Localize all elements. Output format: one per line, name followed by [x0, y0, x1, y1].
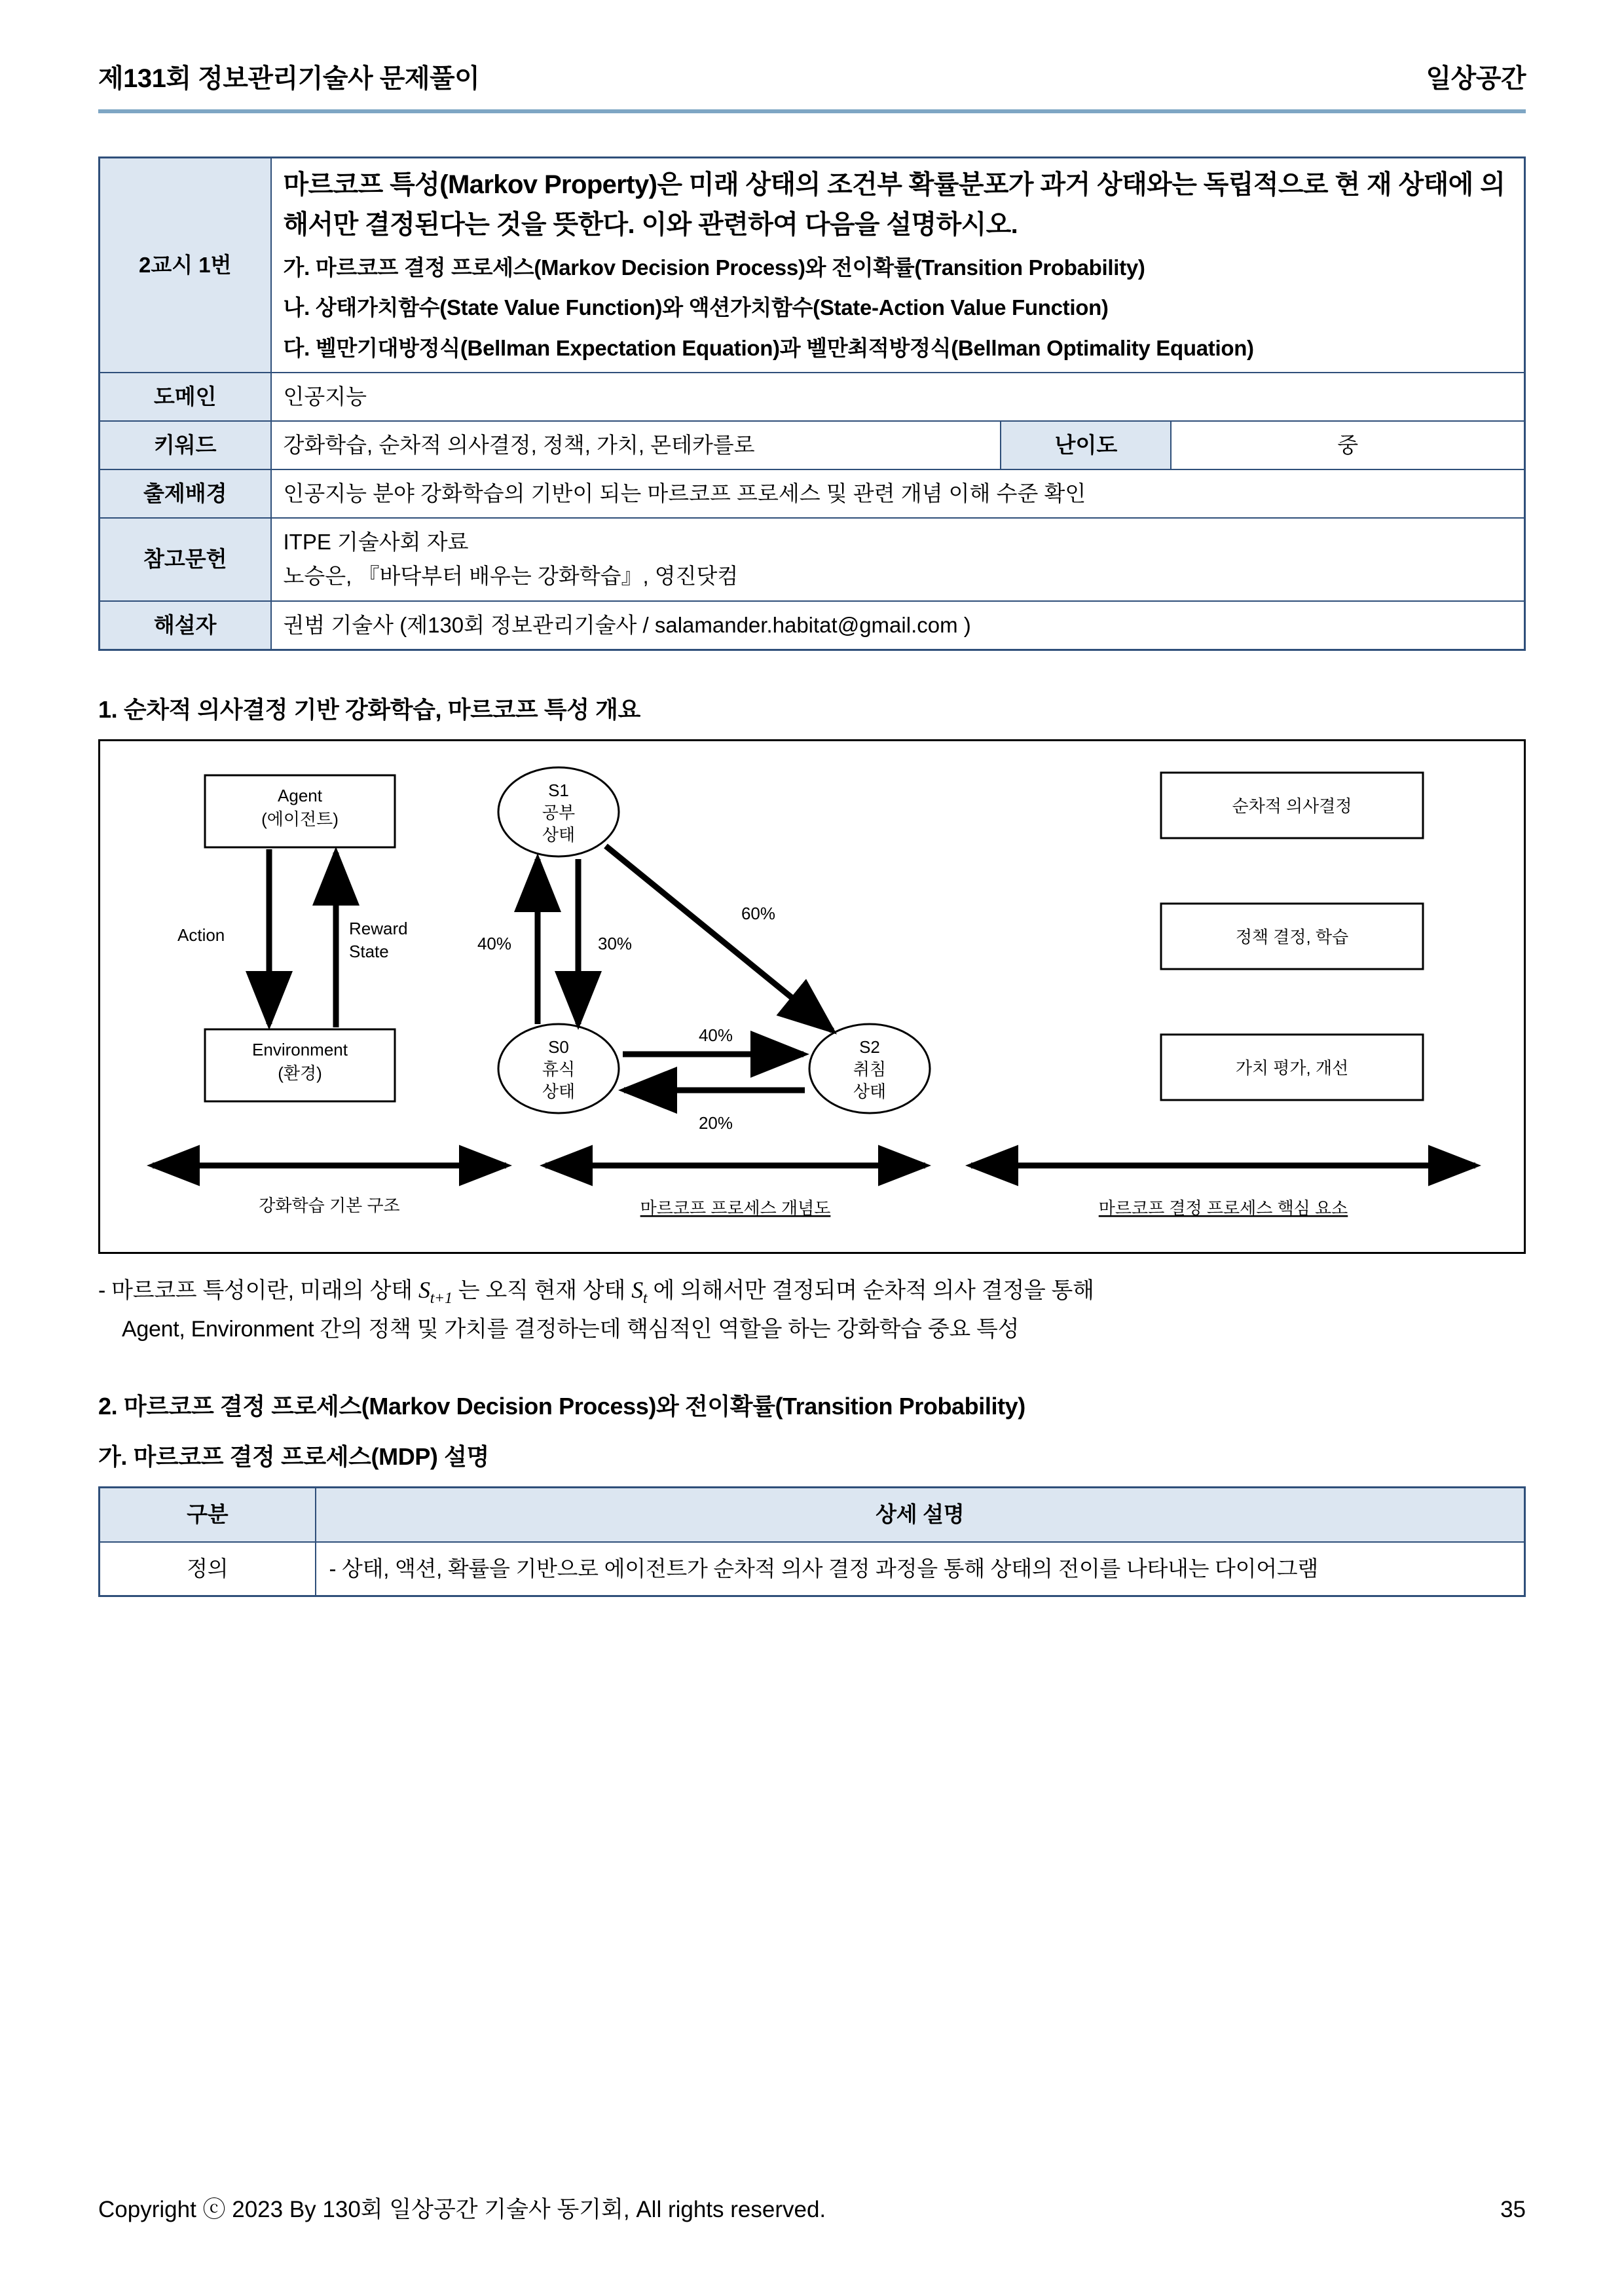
reference-label: 참고문헌	[100, 518, 271, 600]
svg-text:Agent: Agent	[278, 785, 322, 805]
svg-text:마르코프 결정 프로세스 핵심 요소: 마르코프 결정 프로세스 핵심 요소	[1098, 1198, 1348, 1218]
page-number: 35	[1500, 2197, 1526, 2222]
column-header-detail: 상세 설명	[316, 1487, 1525, 1541]
question-item-b: 나. 상태가치함수(State Value Function)와 액션가치함수(State-Action Value Function)	[283, 295, 1109, 320]
table-row	[100, 1542, 1525, 1596]
svg-text:(에이전트): (에이전트)	[261, 809, 339, 829]
reference-line-2: 노승은, 『바닥부터 배우는 강화학습』, 영진닷컴	[283, 564, 739, 589]
difficulty-value: 중	[1171, 421, 1524, 469]
reference-value	[271, 518, 1525, 600]
svg-text:상태: 상태	[853, 1081, 887, 1101]
section-1-heading: 1. 순차적 의사결정 기반 강화학습, 마르코프 특성 개요	[98, 695, 640, 723]
svg-text:S1: S1	[548, 780, 569, 800]
section-2-heading: 2. 마르코프 결정 프로세스(Markov Decision Process)와 전이확률(Transition Probability)	[98, 1392, 1025, 1420]
page-footer	[98, 2192, 1526, 2224]
background-label: 출제배경	[100, 469, 271, 518]
svg-text:40%: 40%	[698, 1025, 733, 1045]
variable-current-state: $S_t$	[631, 1276, 648, 1307]
markov-property-description	[98, 1271, 1526, 1348]
svg-text:S0: S0	[548, 1037, 569, 1057]
question-item-a: 가. 마르코프 결정 프로세스(Markov Decision Process)와 전이확률(Transition Probability)	[283, 255, 1145, 280]
keyword-value: 강화학습, 순차적 의사결정, 정책, 가치, 몬테카를로	[271, 421, 1001, 469]
question-main-text: 마르코프 특성(Markov Property)은 미래 상태의 조건부 확률분포가 과거 상태와는 독립적으로 현 재 상태에 의해서만 결정된다는 것을 뜻한다. 이와 관련하여 다음을 설명하시오.	[283, 170, 1505, 239]
svg-text:Environment: Environment	[252, 1039, 348, 1059]
svg-text:순차적 의사결정: 순차적 의사결정	[1232, 796, 1352, 816]
header-divider	[98, 109, 1526, 113]
bullet-text-part-3: 에 의해서만 결정되며 순차적 의사 결정을 통해	[647, 1277, 1094, 1303]
mdp-description-table	[98, 1486, 1526, 1598]
author-label: 해설자	[100, 601, 271, 650]
question-cell	[271, 158, 1525, 373]
question-info-table	[98, 156, 1526, 651]
cell-detail-definition: - 상태, 액션, 확률을 기반으로 에이전트가 순차적 의사 결정 과정을 통해 상태의 전이를 나타내는 다이어그램	[316, 1542, 1525, 1596]
variable-future-state: $S_{t+1}$	[418, 1276, 452, 1307]
difficulty-label: 난이도	[1001, 421, 1171, 469]
svg-text:S2: S2	[859, 1037, 880, 1057]
domain-value: 인공지능	[271, 373, 1525, 421]
svg-text:공부: 공부	[542, 802, 576, 822]
table-row	[100, 518, 1525, 600]
svg-text:30%: 30%	[598, 933, 633, 953]
table-row	[100, 373, 1525, 421]
domain-label: 도메인	[100, 373, 271, 421]
question-item-c: 다. 벨만기대방정식(Bellman Expectation Equation)과 벨만최적방정식(Bellman Optimality Equation)	[283, 335, 1254, 360]
svg-text:취침: 취침	[853, 1059, 887, 1079]
svg-text:(환경): (환경)	[278, 1063, 322, 1083]
svg-text:휴식: 휴식	[542, 1059, 576, 1079]
svg-text:마르코프 프로세스 개념도: 마르코프 프로세스 개념도	[640, 1198, 831, 1218]
table-row	[100, 469, 1525, 518]
header-title: 제131회 정보관리기술사 문제풀이	[98, 64, 480, 93]
page-header	[98, 0, 1526, 95]
svg-text:Action: Action	[177, 925, 225, 945]
table-row	[100, 601, 1525, 650]
keyword-label: 키워드	[100, 421, 271, 469]
svg-text:20%: 20%	[698, 1112, 733, 1133]
svg-text:강화학습 기본 구조: 강화학습 기본 구조	[259, 1195, 400, 1215]
table-row	[100, 158, 1525, 373]
svg-text:Reward: Reward	[349, 918, 408, 938]
svg-text:가치 평가, 개선: 가치 평가, 개선	[1235, 1057, 1349, 1078]
figure-markov-overview	[98, 739, 1526, 1254]
table-row	[100, 421, 1525, 469]
copyright-text: Copyright ⓒ 2023 By 130회 일상공간 기술사 동기회, All rights reserved.	[98, 2197, 826, 2222]
bullet-text-part-2: 는 오직 현재 상태	[452, 1277, 632, 1303]
svg-text:상태: 상태	[542, 1081, 576, 1101]
bullet-text-part-1: - 마르코프 특성이란, 미래의 상태	[98, 1277, 418, 1303]
author-value: 권범 기술사 (제130회 정보관리기술사 / salamander.habitat@gmail.com )	[271, 601, 1525, 650]
bullet-text-line-2: Agent, Environment 간의 정책 및 가치를 결정하는데 핵심적인 역할을 하는 강화학습 중요 특성	[122, 1316, 1020, 1342]
svg-text:상태: 상태	[542, 824, 576, 845]
cell-gubun-definition: 정의	[100, 1542, 316, 1596]
table-header-row	[100, 1487, 1525, 1541]
exam-label: 2교시 1번	[100, 158, 271, 373]
background-value: 인공지능 분야 강화학습의 기반이 되는 마르코프 프로세스 및 관련 개념 이해 수준 확인	[271, 469, 1525, 518]
svg-text:40%: 40%	[477, 933, 511, 953]
column-header-gubun: 구분	[100, 1487, 316, 1541]
reference-line-1: ITPE 기술사회 자료	[283, 530, 469, 555]
svg-text:60%: 60%	[741, 903, 776, 923]
svg-text:State: State	[349, 941, 389, 961]
svg-text:정책 결정, 학습: 정책 결정, 학습	[1235, 927, 1349, 947]
section-2a-subheading: 가. 마르코프 결정 프로세스(MDP) 설명	[98, 1442, 489, 1470]
header-right-label: 일상공간	[1426, 64, 1526, 93]
